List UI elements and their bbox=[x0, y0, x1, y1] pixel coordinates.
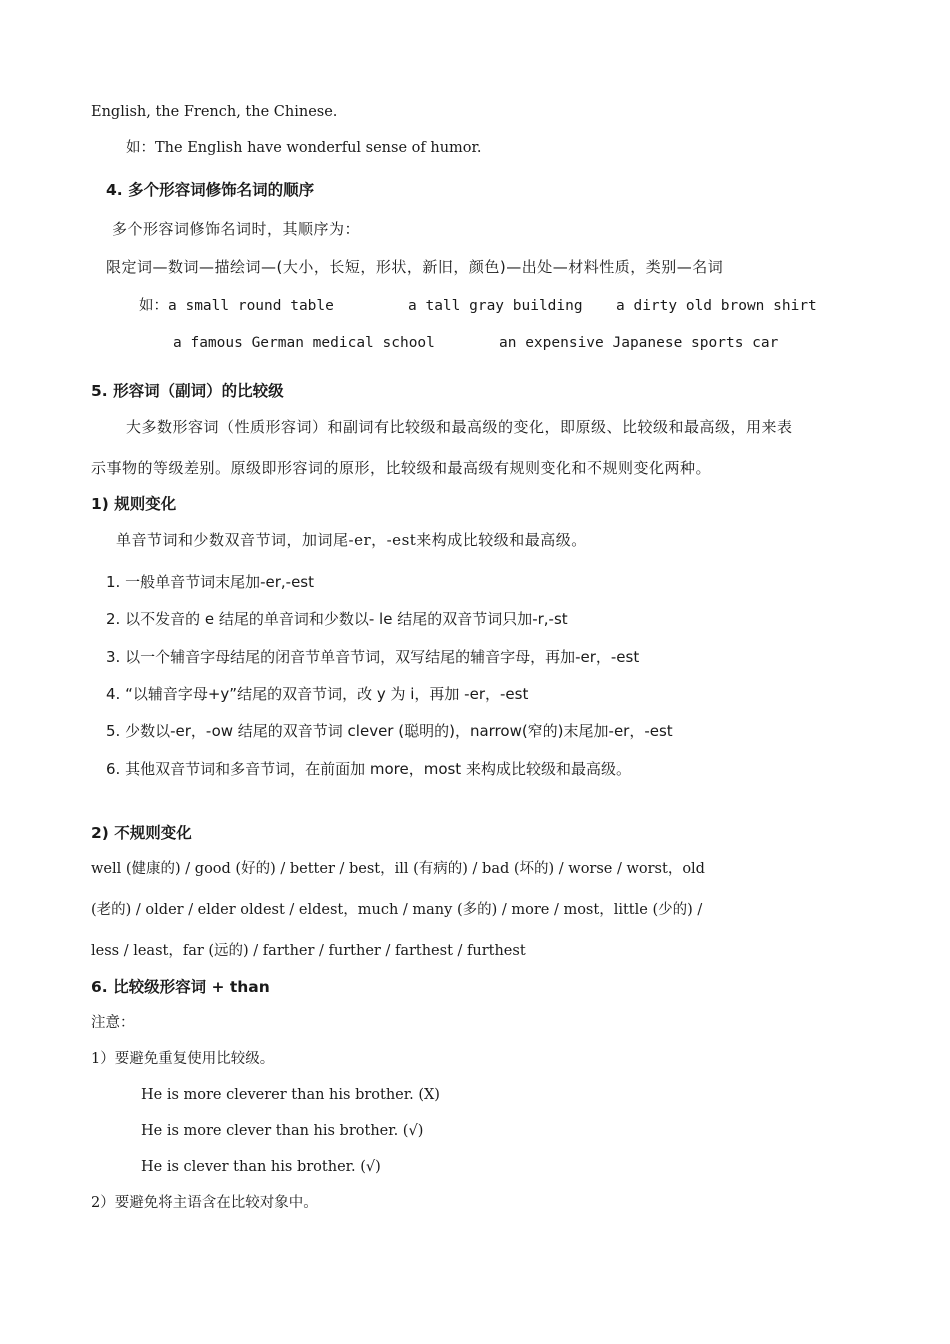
rule-item: 3. 以一个辅音字母结尾的闭音节单音节词，双写结尾的辅音字母，再加-er，-est bbox=[106, 648, 640, 666]
text-line: 注意： bbox=[91, 1015, 135, 1031]
section-heading: 6. 比较级形容词 + than bbox=[91, 978, 270, 996]
text-line: 如：The English have wonderful sense of humor. bbox=[126, 140, 482, 156]
example-phrase: a famous German medical school bbox=[173, 335, 435, 351]
rule-item: 1. 一般单音节词末尾加-er,-est bbox=[106, 573, 314, 591]
example-sentence: He is more clever than his brother. (√) bbox=[141, 1123, 424, 1139]
text-line: English, the French, the Chinese. bbox=[91, 104, 338, 120]
subsection-heading: 1) 规则变化 bbox=[91, 495, 177, 513]
text-line: less / least，far (远的) / farther / further / farthest / furthest bbox=[91, 943, 526, 959]
text-line: 多个形容词修饰名词时，其顺序为： bbox=[112, 220, 361, 238]
example-phrase: a tall gray building bbox=[408, 298, 583, 314]
text-line: 大多数形容词（性质形容词）和副词有比较级和最高级的变化，即原级、比较级和最高级，用来表 bbox=[126, 418, 793, 436]
rule-item: 2. 以不发音的 e 结尾的单音词和少数以- le 结尾的双音节词只加-r,-st bbox=[106, 610, 568, 628]
text-line: (老的) / older / elder oldest / eldest，much / many (多的) / more / most，little (少的) / bbox=[91, 902, 703, 918]
section-heading: 5. 形容词（副词）的比较级 bbox=[91, 382, 284, 400]
text-line: 限定词—数词—描绘词—(大小，长短，形状，新旧，颜色)—出处—材料性质，类别—名词 bbox=[106, 258, 724, 276]
example-sentence: He is more cleverer than his brother. (X) bbox=[141, 1087, 440, 1103]
rule-item: 4. “以辅音字母+y”结尾的双音节词，改 y 为 i，再加 -er，-est bbox=[106, 685, 529, 703]
example-phrase: a small round table bbox=[168, 298, 334, 314]
subsection-heading: 2) 不规则变化 bbox=[91, 824, 192, 842]
rule-item: 5. 少数以-er，-ow 结尾的双音节词 clever (聪明的)，narrow(窄的)末尾加-er，-est bbox=[106, 722, 673, 740]
text-line: 示事物的等级差别。原级即形容词的原形，比较级和最高级有规则变化和不规则变化两种。 bbox=[91, 459, 712, 477]
text-line: 1）要避免重复使用比较级。 bbox=[91, 1051, 275, 1067]
text-line: 单音节词和少数双音节词，加词尾-er，-est来构成比较级和最高级。 bbox=[116, 531, 587, 549]
section-heading: 4. 多个形容词修饰名词的顺序 bbox=[106, 181, 315, 199]
example-phrase: an expensive Japanese sports car bbox=[499, 335, 779, 351]
example-prefix: 如： bbox=[139, 298, 168, 314]
text-line: 2）要避免将主语含在比较对象中。 bbox=[91, 1195, 318, 1211]
text-line: well (健康的) / good (好的) / better / best，ill (有病的) / bad (坏的) / worse / worst，old bbox=[91, 861, 705, 877]
example-phrase: a dirty old brown shirt bbox=[616, 298, 817, 314]
rule-item: 6. 其他双音节词和多音节词，在前面加 more，most 来构成比较级和最高级。 bbox=[106, 760, 631, 778]
example-sentence: He is clever than his brother. (√) bbox=[141, 1159, 381, 1175]
example-line bbox=[139, 296, 334, 316]
